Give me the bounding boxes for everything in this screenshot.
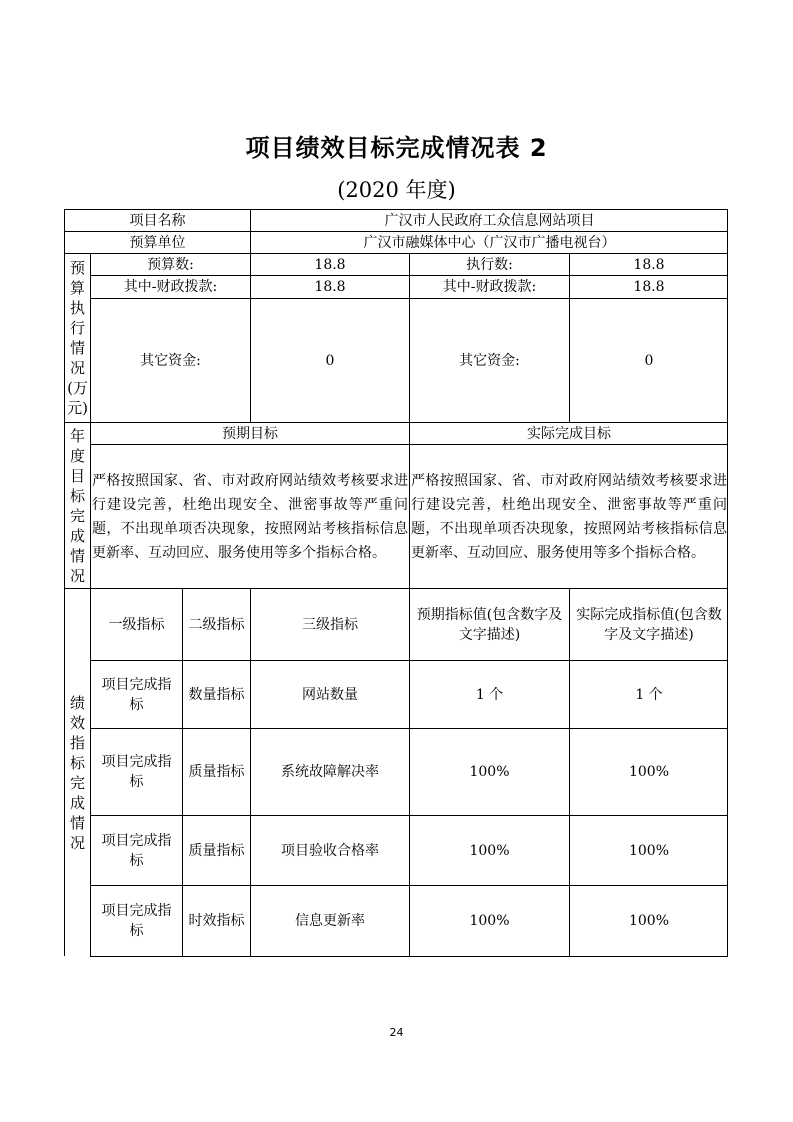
header-expected-value: 预期指标值(包含数字及文字描述) [410, 589, 570, 661]
expected-goals-header: 预期目标 [91, 423, 410, 445]
budget-unit-label: 预算单位 [65, 232, 251, 254]
table-row-1-actual: 1 个 [570, 661, 728, 729]
budget-execution-side-label [65, 254, 91, 423]
other-funds-value-right: 0 [570, 299, 728, 423]
table-row-2-expected: 100% [410, 729, 570, 816]
fiscal-allocation-label-left: 其中-财政拨款: [91, 276, 251, 299]
table-row-3-expected: 100% [410, 816, 570, 886]
side-char: 预 [69, 259, 85, 277]
table-row-2-actual: 100% [570, 729, 728, 816]
table-row-4-actual: 100% [570, 886, 728, 957]
side-char: 度 [69, 446, 85, 465]
table-row-1-level1: 项目完成指标 [91, 661, 183, 729]
table-row-2-level2: 质量指标 [183, 729, 251, 816]
side-char: 标 [69, 486, 85, 505]
budget-unit-value: 广汉市融媒体中心（广汉市广播电视台） [251, 232, 728, 254]
performance-table [64, 209, 728, 956]
table-row-3-level1: 项目完成指标 [91, 816, 183, 886]
expected-goals-text: 严格按照国家、省、市对政府网站绩效考核要求进行建设完善，杜绝出现安全、泄密事故等严重问题，不出现单项否决现象，按照网站考核指标信息更新率、互动回应、服务使用等多个指标合格。 [91, 445, 410, 589]
actual-goals-text: 严格按照国家、省、市对政府网站绩效考核要求进行建设完善，杜绝出现安全、泄密事故等严重问题，不出现单项否决现象，按照网站考核指标信息更新率、互动回应、服务使用等多个指标合格。 [410, 445, 728, 589]
fiscal-allocation-value-right: 18.8 [570, 276, 728, 299]
budget-amount-value: 18.8 [251, 254, 410, 276]
side-char: 情 [69, 814, 85, 832]
table-row-1-expected: 1 个 [410, 661, 570, 729]
side-char: 年 [69, 426, 85, 445]
header-actual-value: 实际完成指标值(包含数字及文字描述) [570, 589, 728, 661]
table-row-4-expected: 100% [410, 886, 570, 957]
side-char: 标 [69, 754, 85, 772]
table-row-2-level3: 系统故障解决率 [251, 729, 410, 816]
side-char: 情 [69, 339, 85, 357]
project-name-label: 项目名称 [65, 210, 251, 232]
table-row-4-level3: 信息更新率 [251, 886, 410, 957]
execution-amount-value: 18.8 [570, 254, 728, 276]
side-char: 元) [67, 399, 88, 417]
actual-goals-header: 实际完成目标 [410, 423, 728, 445]
side-char: 成 [69, 526, 85, 545]
table-row-3-level3: 项目验收合格率 [251, 816, 410, 886]
side-char: 目 [69, 466, 85, 485]
side-char: 完 [69, 774, 85, 792]
annual-goals-side-label [65, 423, 91, 589]
header-level2: 二级指标 [183, 589, 251, 661]
side-char: 指 [69, 734, 85, 752]
execution-amount-label: 执行数: [410, 254, 570, 276]
table-row-1-level3: 网站数量 [251, 661, 410, 729]
side-char: 况 [69, 834, 85, 852]
side-char: 行 [69, 319, 85, 337]
project-name-value: 广汉市人民政府工众信息网站项目 [251, 210, 728, 232]
header-level3: 三级指标 [251, 589, 410, 661]
side-char: 算 [69, 279, 85, 297]
table-row-3-level2: 质量指标 [183, 816, 251, 886]
side-char: 执 [69, 299, 85, 317]
side-char: 绩 [69, 694, 85, 712]
side-char: 况 [69, 566, 85, 585]
side-char: 效 [69, 714, 85, 732]
page-number: 24 [389, 1026, 404, 1039]
table-row-4-level1: 项目完成指标 [91, 886, 183, 957]
other-funds-label-right: 其它资金: [410, 299, 570, 423]
side-char: 况 [69, 359, 85, 377]
document-title: 项目绩效目标完成情况表 2 [245, 134, 548, 162]
table-row-2-level1: 项目完成指标 [91, 729, 183, 816]
performance-side-label [65, 589, 91, 957]
other-funds-value-left: 0 [251, 299, 410, 423]
header-level1: 一级指标 [91, 589, 183, 661]
side-char: (万 [67, 379, 88, 397]
table-row-4-level2: 时效指标 [183, 886, 251, 957]
table-row-3-actual: 100% [570, 816, 728, 886]
fiscal-allocation-label-right: 其中-财政拨款: [410, 276, 570, 299]
budget-amount-label: 预算数: [91, 254, 251, 276]
table-row-1-level2: 数量指标 [183, 661, 251, 729]
fiscal-allocation-value-left: 18.8 [251, 276, 410, 299]
side-char: 完 [69, 506, 85, 525]
side-char: 成 [69, 794, 85, 812]
document-subtitle: (2020 年度) [337, 178, 456, 202]
side-char: 情 [69, 546, 85, 565]
other-funds-label-left: 其它资金: [91, 299, 251, 423]
